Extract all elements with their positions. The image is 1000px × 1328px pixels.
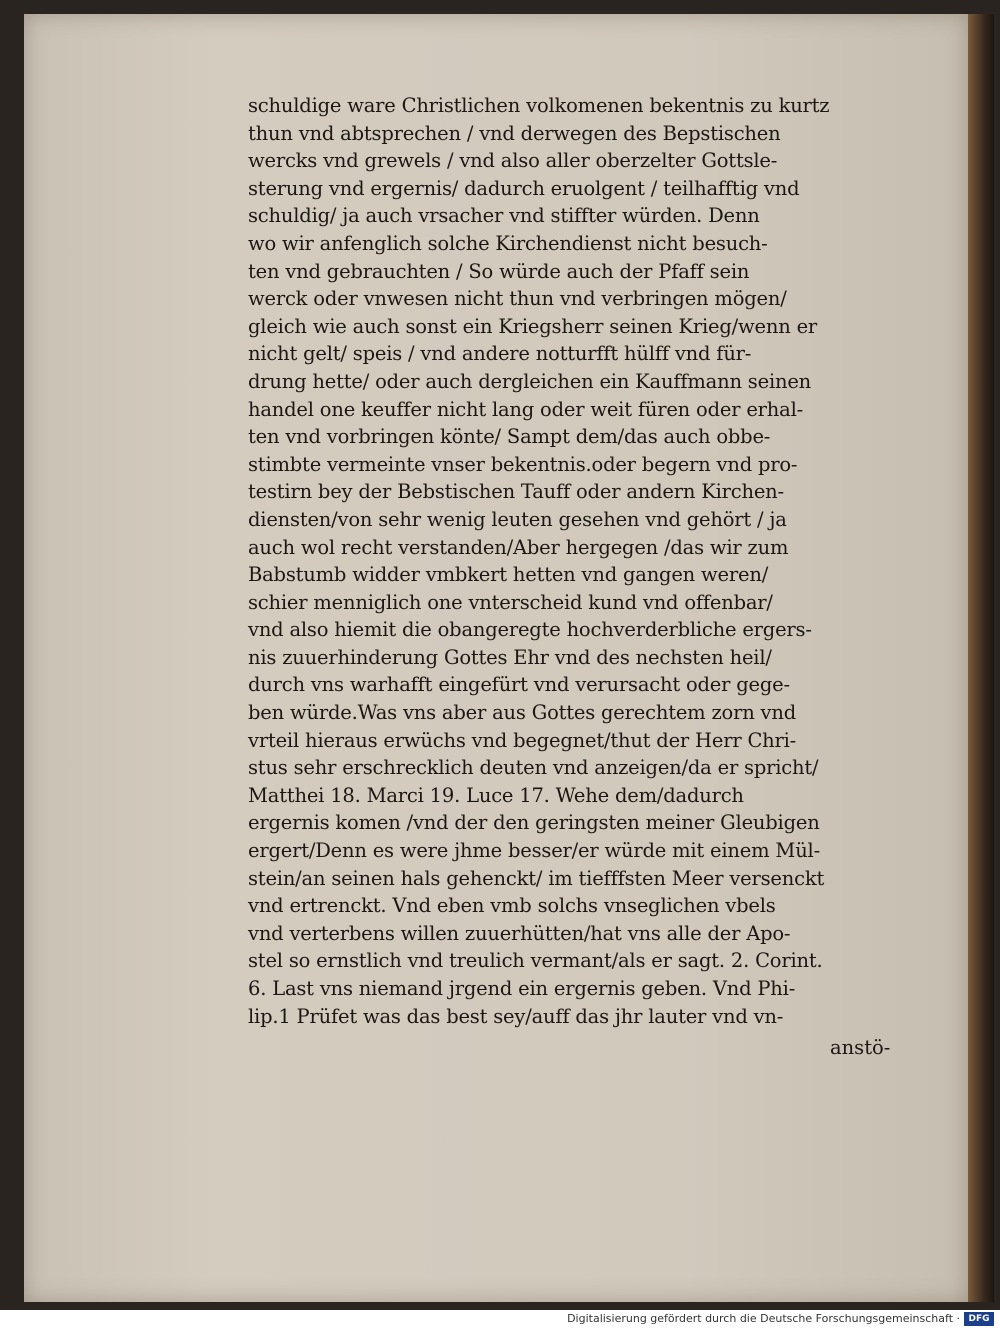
text-line: ergernis komen /vnd der den geringsten meiner Gleubigen bbox=[248, 811, 820, 835]
text-line: vnd also hiemit die obangeregte hochverderbliche ergers- bbox=[248, 618, 812, 642]
text-line: vnd ertrenckt. Vnd eben vmb solchs vnseglichen vbels bbox=[248, 894, 776, 918]
text-line: gleich wie auch sonst ein Kriegsherr seinen Krieg/wenn er bbox=[248, 314, 818, 338]
text-line: nicht gelt/ speis / vnd andere notturfft hülff vnd für- bbox=[248, 342, 752, 366]
footer-bar bbox=[0, 1310, 1000, 1328]
text-line: schuldige ware Christlichen volkomenen bekentnis zu kurtz bbox=[248, 94, 830, 117]
text-line: Matthei 18. Marci 19. Luce 17. Wehe dem/dadurch bbox=[248, 783, 744, 807]
dfg-logo: DFG bbox=[964, 1312, 994, 1326]
text-line: stus sehr erschrecklich deuten vnd anzeigen/da er spricht/ bbox=[248, 756, 819, 780]
text-line: stein/an seinen hals gehenckt/ im tiefffsten Meer versenckt bbox=[248, 866, 825, 890]
text-line: auch wol recht verstanden/Aber hergegen /das wir zum bbox=[248, 535, 789, 559]
text-line: sterung vnd ergernis/ dadurch eruolgent / teilhafftig vnd bbox=[248, 176, 800, 200]
text-line: stimbte vermeinte vnser bekentnis.oder begern vnd pro- bbox=[248, 452, 798, 476]
text-line: ben würde.Was vns aber aus Gottes gerechtem zorn vnd bbox=[248, 701, 797, 725]
text-line: stel so ernstlich vnd treulich vermant/als er sagt. 2. Corint. bbox=[248, 949, 823, 973]
text-line: 6. Last vns niemand jrgend ein ergernis geben. Vnd Phi- bbox=[248, 977, 796, 1000]
funding-credit: Digitalisierung gefördert durch die Deutsche Forschungsgemeinschaft · bbox=[567, 1312, 960, 1325]
text-line: drung hette/ oder auch dergleichen ein Kauffmann seinen bbox=[248, 369, 812, 393]
text-line: thun vnd abtsprechen / vnd derwegen des Bepstischen bbox=[248, 121, 781, 145]
text-line: schuldig/ ja auch vrsacher vnd stiffter würden. Denn bbox=[248, 204, 760, 228]
text-line: durch vns warhafft eingefürt vnd verursacht oder gege- bbox=[248, 673, 790, 697]
page-edge-shadow bbox=[968, 14, 994, 1302]
text-line: schier menniglich one vnterscheid kund vnd offenbar/ bbox=[248, 590, 773, 614]
catchword: anstö- bbox=[830, 1036, 891, 1059]
text-line: handel one keuffer nicht lang oder weit füren oder erhal- bbox=[248, 397, 803, 421]
text-line: Babstumb widder vmbkert hetten vnd gangen weren/ bbox=[248, 563, 769, 587]
text-line: vnd verterbens willen zuuerhütten/hat vns alle der Apo- bbox=[248, 921, 791, 945]
text-line: wercks vnd grewels / vnd also aller oberzelter Gottsle- bbox=[248, 149, 778, 173]
text-line: lip.1 Prüfet was das best sey/auff das jhr lauter vnd vn- bbox=[248, 1004, 784, 1028]
text-line: ten vnd gebrauchten / So würde auch der Pfaff sein bbox=[248, 259, 750, 283]
text-line: ergert/Denn es were jhme besser/er würde mit einem Mül- bbox=[248, 839, 820, 863]
text-line: diensten/von sehr wenig leuten gesehen vnd gehört / ja bbox=[248, 507, 787, 531]
text-line: nis zuuerhinderung Gottes Ehr vnd des nechsten heil/ bbox=[248, 645, 772, 669]
text-line: testirn bey der Bebstischen Tauff oder andern Kirchen- bbox=[248, 480, 784, 504]
text-line: wo wir anfenglich solche Kirchendienst nicht besuch- bbox=[248, 231, 768, 255]
text-line: ten vnd vorbringen könte/ Sampt dem/das auch obbe- bbox=[248, 425, 771, 449]
page-text-block bbox=[248, 92, 908, 1030]
text-line: vrteil hieraus erwüchs vnd begegnet/thut der Herr Chri- bbox=[248, 728, 797, 752]
text-line: werck oder vnwesen nicht thun vnd verbringen mögen/ bbox=[248, 287, 787, 311]
